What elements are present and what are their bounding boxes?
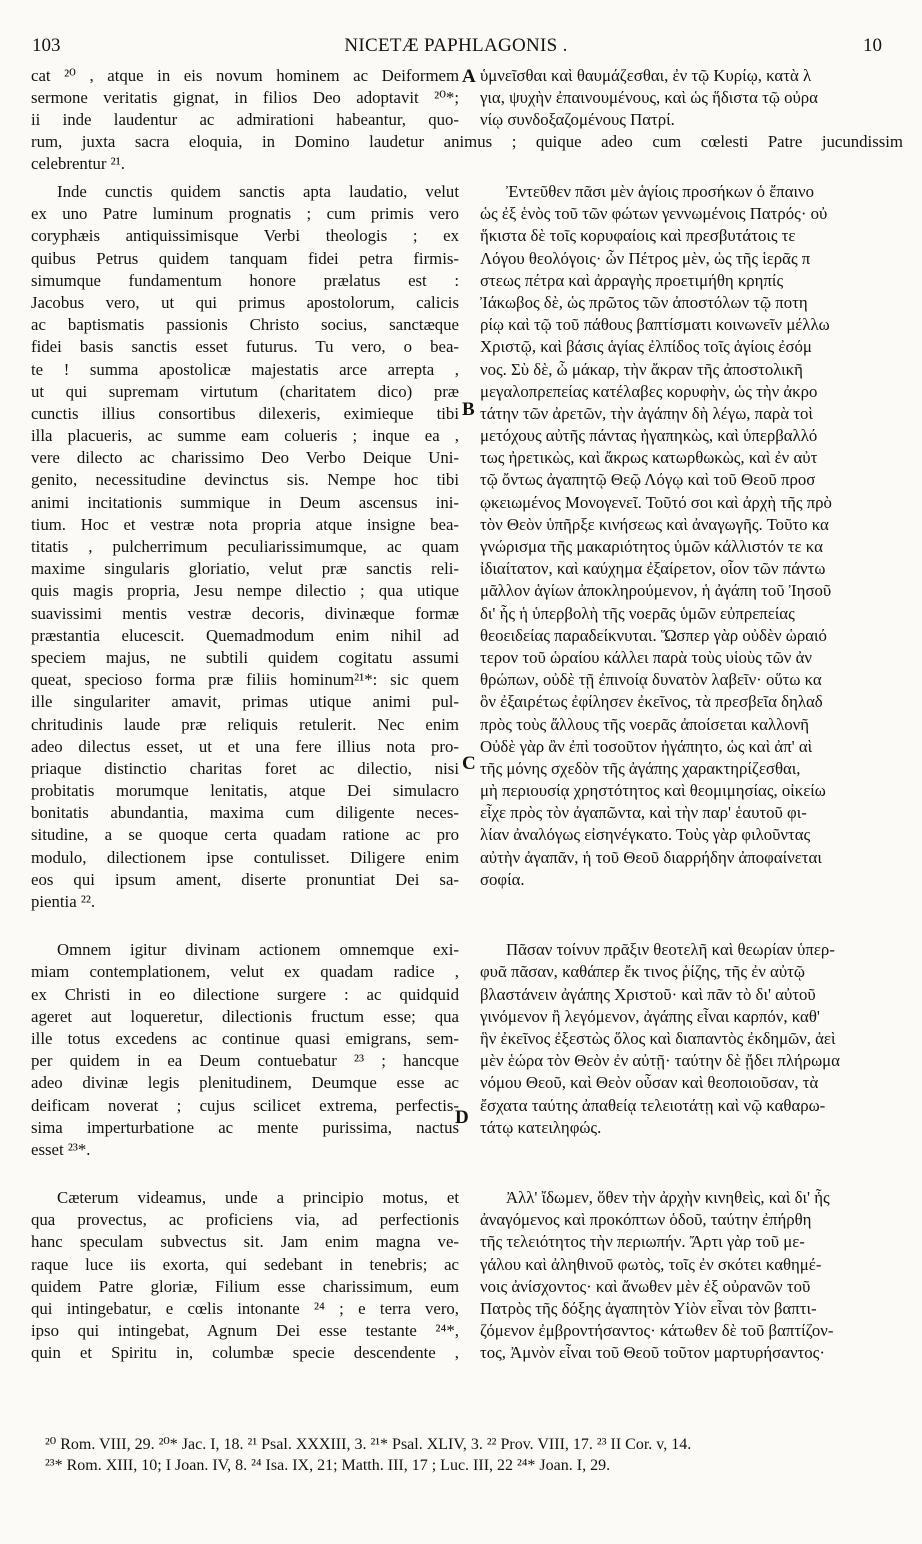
text-line: simumque fundamentum honore prælatus est : <box>31 270 459 290</box>
text-line: cunctis illius consortibus dilexeris, eximieque tibi <box>31 403 459 423</box>
text-line: Jacobus vero, ut qui primus apostolorum, calicis <box>31 292 459 312</box>
text-line: sima imperturbatione ac mente purissima, nactus <box>31 1117 459 1137</box>
text-line: esset ²³*. <box>31 1139 91 1159</box>
text-line: φυᾶ πᾶσαν, καθάπερ ἔκ τινος ῥίζης, τῆς ἐν αὐτῷ <box>480 962 805 982</box>
text-line: suavissimi mentis vestræ decoris, divinæque formæ <box>31 603 459 623</box>
text-line: adeo dilectus esset, ut et una fere illius nota pro- <box>31 736 459 756</box>
margin-marker-a: A <box>462 66 476 87</box>
text-line: μᾶλλον ἁγίων ἀποκληρούμενον, ἡ ἀγάπη τοῦ Ἰησοῦ <box>480 581 832 601</box>
text-line: ρίῳ καὶ τῷ τοῦ πάθους βαπτίσματι κοινωνεῖν μέλλω <box>480 315 830 335</box>
text-line: μὲν ἑώρα τὸν Θεὸν ἐν αὐτῇ· ταύτην δὲ ᾔδει πλήρωμα <box>480 1051 840 1071</box>
greek-column-body <box>480 181 900 1365</box>
text-line: νος. Σὺ δὲ, ὦ μάκαρ, τὴν ἄκραν τῆς ἀποστολικῆ <box>480 359 803 379</box>
text-line: βλαστάνειν ἀγάπης Χριστοῦ· καὶ πᾶν τὸ δι' αὐτοῦ <box>480 984 816 1004</box>
margin-marker-b: B <box>462 399 475 420</box>
text-line: τὸν Θεὸν ὑπῆρξε κινήσεως καὶ ἀναγωγῆς. Τοῦτο κα <box>480 514 829 534</box>
text-line: Πᾶσαν τοίνυν πρᾶξιν θεοτελῆ καὶ θεωρίαν ὑπερ- <box>506 940 835 960</box>
latin-wide-lines <box>31 131 903 175</box>
text-line: Λόγου θεολόγοις· ὧν Πέτρος μὲν, ὡς τῆς ἱερᾶς π <box>480 248 811 268</box>
text-line: δι' ἧς ἡ ὑπερβολὴ τῆς νοερᾶς ὑμῶν εὐπρεπείας <box>480 603 795 623</box>
text-line: ἀναγόμενος καὶ προκόπτων ὁδοῦ, ταύτην ἐπήρθη <box>480 1210 812 1230</box>
footnotes <box>45 1434 901 1476</box>
text-line: αὐτὴν ἀγαπᾶν, ἡ τοῦ Θεοῦ διαρρήδην ἀποφαίνεται <box>480 847 822 867</box>
text-line: probitatis morumque lenitatis, atque Dei simulacro <box>31 781 459 801</box>
text-line: τῆς μόνης σχεδὸν τῆς ἀγάπης χαρακτηρίζεσθαι, <box>480 758 801 778</box>
footnote-line: ²⁰ Rom. VIII, 29. ²⁰* Jac. I, 18. ²¹ Psal. XXXIII, 3. ²¹* Psal. XLIV, 3. ²² Prov. VIII, 17. ²³ II Cor. v, 14. <box>45 1436 692 1453</box>
text-line: μὴ περιουσίᾳ χρηστότητος καὶ θεομιμησίας, οἰκείω <box>480 781 826 801</box>
page-number-right: 10 <box>863 35 882 56</box>
text-line: speciem majus, ne subtili quidem cogitatu assumi <box>31 647 459 667</box>
text-line: fidei basis sanctis esset futurus. Tu vero, o bea- <box>31 337 459 357</box>
text-line: σοφία. <box>480 869 525 889</box>
text-line: πρὸς τοὺς ἄλλους τῆς νοερᾶς ἀποίσεται καλλονῆ <box>480 714 809 734</box>
text-line: τάτην τῶν ἀρετῶν, τὴν ἀγάπην δὴ λέγω, παρὰ τοὶ <box>480 403 813 423</box>
text-line: situdine, a se quoque certa quadam ratione ac pro <box>31 825 459 845</box>
text-line: Ἀλλ' ἴδωμεν, ὅθεν τὴν ἀρχὴν κινηθεὶς, καὶ δι' ἧς <box>506 1188 830 1208</box>
text-line: γάλου καὶ ἀληθινοῦ φωτὸς, τοῖς ἐν σκότει καθημέ- <box>480 1254 822 1274</box>
text-line: ὡς ἐξ ἑνὸς τοῦ τῶν φώτων γεννωμένοις Πατρός· οὐ <box>480 204 828 224</box>
paragraph-gap <box>480 1139 900 1187</box>
text-line: tium. Hoc et vestræ nota propria atque insigne bea- <box>31 514 459 534</box>
text-line: adeo divinæ legis plenitudinem, Deumque esse ac <box>31 1073 459 1093</box>
text-line: ille singulariter amavit, primas utique animi pul- <box>31 692 459 712</box>
paragraph-gap <box>31 913 459 939</box>
text-line: ἣν ἐκεῖνος ἐξεστὼς ὅλος καὶ διαπαντὸς ἐκδημῶν, ἀεὶ <box>480 1028 836 1048</box>
text-line: te ! summa apostolicæ majestatis arce arrepta , <box>31 359 459 379</box>
greek-column-top <box>480 65 900 132</box>
text-line: ἰδιαίτατον, καὶ καύχημα ἐξαίρετον, οἷον τῶν πάντω <box>480 559 826 579</box>
text-line: ut qui supremam virtutum (charitatem dico) præ <box>31 381 459 401</box>
text-line: qui intingebatur, e cœlis intonante ²⁴ ; e terra vero, <box>31 1299 459 1318</box>
text-line: γινόμενον ἢ λεγόμενον, ἀγάπης εἶναι καρπόν, καθ' <box>480 1006 820 1026</box>
text-line: τερον τοῦ ὡραίου κάλλει παρὰ τοὺς υἱοὺς τῶν ἀν <box>480 647 812 667</box>
text-line: cat ²⁰ , atque in eis novum hominem ac Deiformem <box>31 66 459 85</box>
text-line: priaque distinctio charitas foret ac dilectio, nisi <box>31 758 459 778</box>
running-title: NICETÆ PAPHLAGONIS . <box>344 35 568 56</box>
text-line: chritudinis laude præ reliquis retulerit. Nec enim <box>31 714 459 734</box>
text-line: μεγαλοπρεπείας κατέλαβες κορυφὴν, ὡς τὴν ἀκρο <box>480 381 818 401</box>
text-line: ille totus excedens ac continue quasi emigrans, sem- <box>31 1028 459 1048</box>
text-line: Inde cunctis quidem sanctis apta laudatio, velut <box>57 182 459 201</box>
text-line: Ἰάκωβος δὲ, ὡς πρῶτος τῶν ἀποστόλων τῷ ποτη <box>480 292 808 312</box>
text-line: miam contemplationem, velut ex quadam radice , <box>31 962 459 982</box>
text-line: genito, necessitudine devinctus sis. Nempe hoc tibi <box>31 470 459 490</box>
text-line: ἔσχατα ταύτης ἀπαθείᾳ τελειοτάτῃ καὶ νῷ καθαρω- <box>480 1095 826 1115</box>
latin-column-top <box>31 65 459 132</box>
text-line: ζόμενον ἐμβροντήσαντος· κάτωθεν δὲ τοῦ βαπτίζον- <box>480 1321 834 1341</box>
text-line: quidem Patre gloriæ, Filium esse charissimum, eum <box>31 1276 459 1296</box>
text-line: queat, specioso forma præ filiis hominum²¹*: sic quem <box>31 670 459 690</box>
text-line: Ἐντεῦθεν πᾶσι μὲν ἁγίοις προσήκων ὁ ἔπαινο <box>506 182 815 201</box>
text-line: coryphæis antiquissimisque Verbi theologis ; ex <box>31 226 459 246</box>
text-line: τῆς τελειότητος τὴν περιωπήν. Ἄρτι γὰρ τοῦ με- <box>480 1232 805 1252</box>
text-line: ageret aut loqueretur, dilectionis fructum esse; qua <box>31 1006 459 1026</box>
text-line: bonitatis abundantia, maxima cum diligente neces- <box>31 803 459 823</box>
text-line: νίῳ συνδοξαζομένους Πατρί. <box>480 110 675 130</box>
text-line: qua provectus, ac proficiens via, ad perfectionis <box>31 1210 459 1230</box>
text-line: illa placueris, ac summe eam colueris ; inque ea , <box>31 426 459 446</box>
text-line: ii inde laudentur ac admirationi habeantur, quo- <box>31 110 459 130</box>
text-line: Οὐδὲ γὰρ ἂν ἐπὶ τοσοῦτον ἠγάπητο, ὡς καὶ ἀπ' αὶ <box>480 736 813 756</box>
text-line: celebrentur ²¹. <box>31 154 125 174</box>
text-line: quibus Petrus quidem tanquam fidei petra firmis- <box>31 248 459 268</box>
text-line: rum, juxta sacra eloquia, in Domino laudetur animus ; quique adeo cum cœlesti Patre jucundissim <box>31 132 903 151</box>
text-line: γνώρισμα τῆς μακαριότητος ὑμῶν κάλλιστόν τε κα <box>480 537 823 556</box>
text-line: θεοειδείας παραδείκνυται. Ὥσπερ γὰρ οὐδὲν ὡραιό <box>480 625 827 645</box>
text-line: ῳκειωμένος Μονογενεῖ. Τοῦτό σοι καὶ ἀρχὴ τῆς πρὸ <box>480 492 832 512</box>
latin-column-body <box>31 181 459 1365</box>
text-line: sermone veritatis gignat, in filios Deo adoptavit ²⁰*; <box>31 88 459 108</box>
text-line: τως ἠρετικὼς, καὶ ἄκρως κατωρθωκὼς, καὶ ἐν αὐτ <box>480 448 818 468</box>
footnote-line: ²³* Rom. XIII, 10; I Joan. IV, 8. ²⁴ Isa. IX, 21; Matth. III, 17 ; Luc. III, 22 ²⁴* Joan. I, 29. <box>45 1457 611 1474</box>
text-line: modulo, dilectionem ipse contulisset. Diligere enim <box>31 847 459 867</box>
text-line: θρώπων, οὐδὲ τῇ ἐπινοίᾳ δυνατὸν λαβεῖν· οὕτω κα <box>480 670 822 690</box>
text-line: νόμου Θεοῦ, καὶ Θεὸν οὖσαν καὶ θεοποιοῦσαν, τὰ <box>480 1073 819 1093</box>
text-line: pientia ²². <box>31 892 96 911</box>
paragraph-gap <box>480 891 900 939</box>
paragraph-gap <box>31 1161 459 1187</box>
text-line: raque luce iis exorta, qui sedebant in tenebris; ac <box>31 1254 459 1274</box>
text-line: στεως πέτρα καὶ ἀρραγὴς προετιμήθη κρηπίς <box>480 270 784 290</box>
text-line: vere dilecto ac charissimo Deo Verbo Deique Uni- <box>31 448 459 468</box>
text-line: quis magis propria, Jesu nempe dilectio ; qua utique <box>31 581 459 601</box>
text-line: τῷ ὄντως ἀγαπητῷ Θεῷ Λόγῳ καὶ τοῦ Θεοῦ προσ <box>480 470 816 490</box>
text-line: ὑμνεῖσθαι καὶ θαυμάζεσθαι, ἐν τῷ Κυρίῳ, κατὰ λ <box>480 66 812 85</box>
text-line: deificam noverat ; cujus scilicet extrema, perfectis- <box>31 1095 459 1115</box>
text-line: maxime singularis gloriatio, velut præ sanctis reli- <box>31 559 459 579</box>
text-line: ὃν ἐξαιρέτως ἐφίλησεν ἐκεῖνος, τὰ πρεσβεῖα δηλαδ <box>480 692 823 712</box>
text-line: εἶχε πρὸς τὸν ἀγαπῶντα, καὶ τὴν παρ' ἑαυτοῦ φι- <box>480 803 807 823</box>
text-line: τάτῳ κατειληφώς. <box>480 1117 602 1137</box>
text-line: Cæterum videamus, unde a principio motus, et <box>57 1188 459 1208</box>
text-line: τος, Ἀμνὸν εἶναι τοῦ Θεοῦ τοῦτον μαρτυρήσαντος· <box>480 1343 825 1363</box>
text-line: Χριστῷ, καὶ βάσις ἁγίας ἐλπίδος τοῖς ἁγίοις ἐσόμ <box>480 337 812 357</box>
margin-marker-d: D <box>455 1107 469 1128</box>
text-line: ac baptismatis passionis Christo socius, sanctæque <box>31 315 459 335</box>
text-line: præstantia elucescit. Quemadmodum enim nihil ad <box>31 625 459 645</box>
page-header <box>30 35 882 59</box>
text-line: titatis , pulcherrimum peculiarissimumque, ac quam <box>31 537 459 556</box>
text-line: για, ψυχὴν ἐπαινουμένους, καὶ ὡς ἥδιστα τῷ οὐρα <box>480 88 818 108</box>
text-line: per quidem in ea Deum contuebatur ²³ ; hancque <box>31 1051 459 1071</box>
text-line: hanc speculam subvectus sit. Jam enim magna ve- <box>31 1232 459 1252</box>
margin-marker-c: C <box>462 753 476 774</box>
text-line: ipso qui intingebat, Agnum Dei esse testante ²⁴*, <box>31 1321 459 1341</box>
text-line: Πατρὸς τῆς δόξης ἀγαπητὸν Υἱὸν εἶναι τὸν βαπτι- <box>480 1299 817 1318</box>
page-number-left: 103 <box>32 35 61 56</box>
text-line: μετόχους αὐτῆς πάντας ἠγαπηκὼς, καὶ ὑπερβαλλό <box>480 426 818 446</box>
text-line: ex uno Patre luminum prognatis ; cum primis vero <box>31 204 459 224</box>
text-line: ex Christi in eo dilectione surgere : ac quidquid <box>31 984 459 1004</box>
text-line: animi incitationis summique in Deum ascensus ini- <box>31 492 459 512</box>
text-line: Omnem igitur divinam actionem omnemque exi- <box>57 940 459 960</box>
text-line: νοις ἀνίσχοντος· καὶ ἄνωθεν μὲν ἐξ οὐρανῶν τοῦ <box>480 1276 811 1296</box>
text-line: quin et Spiritu in, columbæ specie descendente , <box>31 1343 459 1363</box>
text-line: eos qui ipsum ament, diserte pronuntiat Dei sa- <box>31 869 459 889</box>
text-line: ἥκιστα δὲ τοῖς κορυφαίοις καὶ πρεσβυτάτοις τε <box>480 226 796 246</box>
text-line: λίαν ἀναλόγως εἰσηνέγκατο. Τοὺς γὰρ φιλοῦντας <box>480 825 811 845</box>
